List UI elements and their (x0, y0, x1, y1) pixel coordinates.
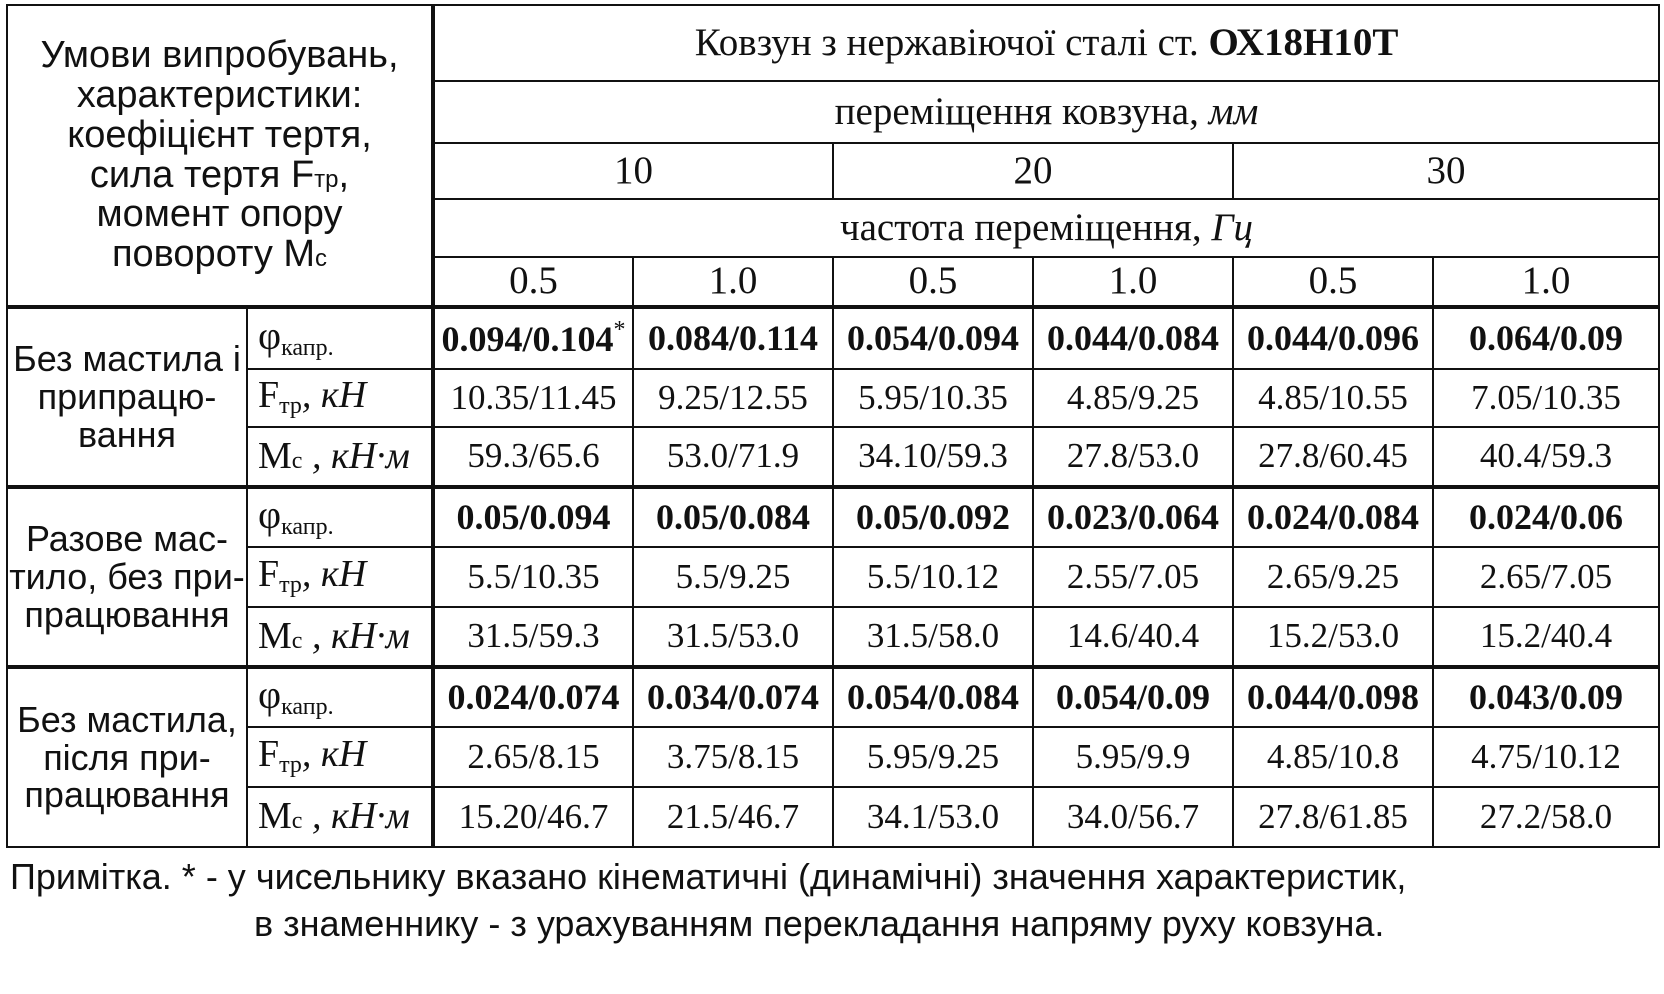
phi-cell: 0.05/0.092 (833, 487, 1033, 547)
force-cell: 5.95/10.35 (833, 369, 1033, 427)
force-cell: 5.95/9.9 (1033, 727, 1233, 787)
table-row (7, 487, 1659, 547)
phi-cell: 0.064/0.09 (1433, 307, 1659, 369)
condition-group-label: Без мастила, після при- працювання (7, 667, 247, 847)
frequency-value: 1.0 (633, 257, 833, 307)
footnote-line: Примітка. * - у чисельнику вказано кінематичні (динамічні) значення характеристик, (10, 856, 1407, 897)
force-cell: 4.85/10.8 (1233, 727, 1433, 787)
phi-cell: 0.05/0.084 (633, 487, 833, 547)
force-cell: 3.75/8.15 (633, 727, 833, 787)
moment-cell: 34.0/56.7 (1033, 787, 1233, 847)
moment-cell: 21.5/46.7 (633, 787, 833, 847)
header-line: момент опору (96, 193, 343, 236)
moment-label: Mc , кН·м (247, 787, 433, 847)
force-cell: 5.95/9.25 (833, 727, 1033, 787)
footnote-asterisk: * (613, 317, 626, 344)
force-cell: 2.65/9.25 (1233, 547, 1433, 607)
phi-cell: 0.043/0.09 (1433, 667, 1659, 727)
phi-cell: 0.05/0.094 (433, 487, 633, 547)
phi-cell: 0.044/0.098 (1233, 667, 1433, 727)
moment-cell: 27.8/60.45 (1233, 427, 1433, 487)
moment-cell: 27.2/58.0 (1433, 787, 1659, 847)
force-cell: 4.85/10.55 (1233, 369, 1433, 427)
phi-cell: 0.094/0.104* (433, 307, 633, 369)
table-row (7, 787, 1659, 847)
table-row (7, 369, 1659, 427)
frequency-value: 0.5 (1233, 257, 1433, 307)
frequency-value: 0.5 (833, 257, 1033, 307)
force-cell: 5.5/10.12 (833, 547, 1033, 607)
header-line: повороту Mc (111, 233, 328, 276)
steel-grade: ОХ18Н10Т (1208, 20, 1399, 64)
frequency-value: 0.5 (433, 257, 633, 307)
force-cell: 5.5/9.25 (633, 547, 833, 607)
table-row (7, 727, 1659, 787)
frequency-value: 1.0 (1033, 257, 1233, 307)
force-cell: 2.55/7.05 (1033, 547, 1233, 607)
table-row (7, 427, 1659, 487)
force-cell: 5.5/10.35 (433, 547, 633, 607)
phi-cell: 0.054/0.084 (833, 667, 1033, 727)
moment-cell: 40.4/59.3 (1433, 427, 1659, 487)
displacement-value: 10 (433, 143, 833, 199)
phi-cell: 0.024/0.06 (1433, 487, 1659, 547)
phi-label: $\varphi_{капр.}$ (247, 307, 433, 369)
friction-force-label: $F_{тр}$, кН (247, 727, 433, 787)
moment-cell: 31.5/53.0 (633, 607, 833, 667)
force-cell: 9.25/12.55 (633, 369, 833, 427)
document (6, 4, 1658, 948)
phi-cell: 0.023/0.064 (1033, 487, 1233, 547)
phi-cell: 0.054/0.09 (1033, 667, 1233, 727)
phi-label: $\varphi_{капр.}$ (247, 487, 433, 547)
table-row (7, 667, 1659, 727)
header-line: характеристики: (76, 73, 363, 116)
force-cell: 10.35/11.45 (433, 369, 633, 427)
displacement-value: 30 (1233, 143, 1659, 199)
phi-cell: 0.044/0.096 (1233, 307, 1433, 369)
moment-cell: 34.1/53.0 (833, 787, 1033, 847)
phi-cell: 0.054/0.094 (833, 307, 1033, 369)
table-row (7, 607, 1659, 667)
force-cell: 4.75/10.12 (1433, 727, 1659, 787)
phi-cell: 0.024/0.084 (1233, 487, 1433, 547)
force-cell: 7.05/10.35 (1433, 369, 1659, 427)
phi-cell: 0.024/0.074 (433, 667, 633, 727)
moment-cell: 31.5/59.3 (433, 607, 633, 667)
table-row (7, 307, 1659, 369)
phi-cell: 0.034/0.074 (633, 667, 833, 727)
frequency-label: частота переміщення, Гц (433, 199, 1659, 257)
displacement-value: 20 (833, 143, 1233, 199)
phi-cell: 0.084/0.114 (633, 307, 833, 369)
force-cell: 2.65/8.15 (433, 727, 633, 787)
moment-cell: 15.20/46.7 (433, 787, 633, 847)
friction-force-label: $F_{тр}$, кН (247, 547, 433, 607)
moment-cell: 15.2/40.4 (1433, 607, 1659, 667)
force-cell: 2.65/7.05 (1433, 547, 1659, 607)
displacement-label: переміщення ковзуна, мм (433, 81, 1659, 143)
moment-label: Mc , кН·м (247, 607, 433, 667)
header-line: коефіцієнт тертя, (67, 113, 372, 156)
frequency-value: 1.0 (1433, 257, 1659, 307)
moment-cell: 27.8/53.0 (1033, 427, 1233, 487)
footnote-line: в знаменнику - з урахуванням перекладання напряму руху ковзуна. (254, 902, 1385, 944)
moment-cell: 53.0/71.9 (633, 427, 833, 487)
table-title: Ковзун з нержавіючої сталі ст. ОХ18Н10Т (433, 5, 1659, 81)
condition-group-label: Разове мас- тило, без при- працювання (7, 487, 247, 667)
moment-cell: 15.2/53.0 (1233, 607, 1433, 667)
header-line: сила тертя Fтр, (89, 153, 350, 196)
moment-cell: 34.10/59.3 (833, 427, 1033, 487)
condition-group-label: Без мастила і припрацю- вання (7, 307, 247, 487)
moment-cell: 14.6/40.4 (1033, 607, 1233, 667)
phi-cell: 0.044/0.084 (1033, 307, 1233, 369)
header-line: Умови випробувань, (40, 33, 399, 76)
moment-cell: 59.3/65.6 (433, 427, 633, 487)
phi-label: $\varphi_{капр.}$ (247, 667, 433, 727)
moment-cell: 27.8/61.85 (1233, 787, 1433, 847)
friction-force-label: $F_{тр}$, кН (247, 369, 433, 427)
table-row (7, 547, 1659, 607)
moment-label: Mc , кН·м (247, 427, 433, 487)
conditions-header (7, 5, 433, 307)
results-table (6, 4, 1660, 848)
force-cell: 4.85/9.25 (1033, 369, 1233, 427)
footnote (6, 854, 1658, 948)
moment-cell: 31.5/58.0 (833, 607, 1033, 667)
